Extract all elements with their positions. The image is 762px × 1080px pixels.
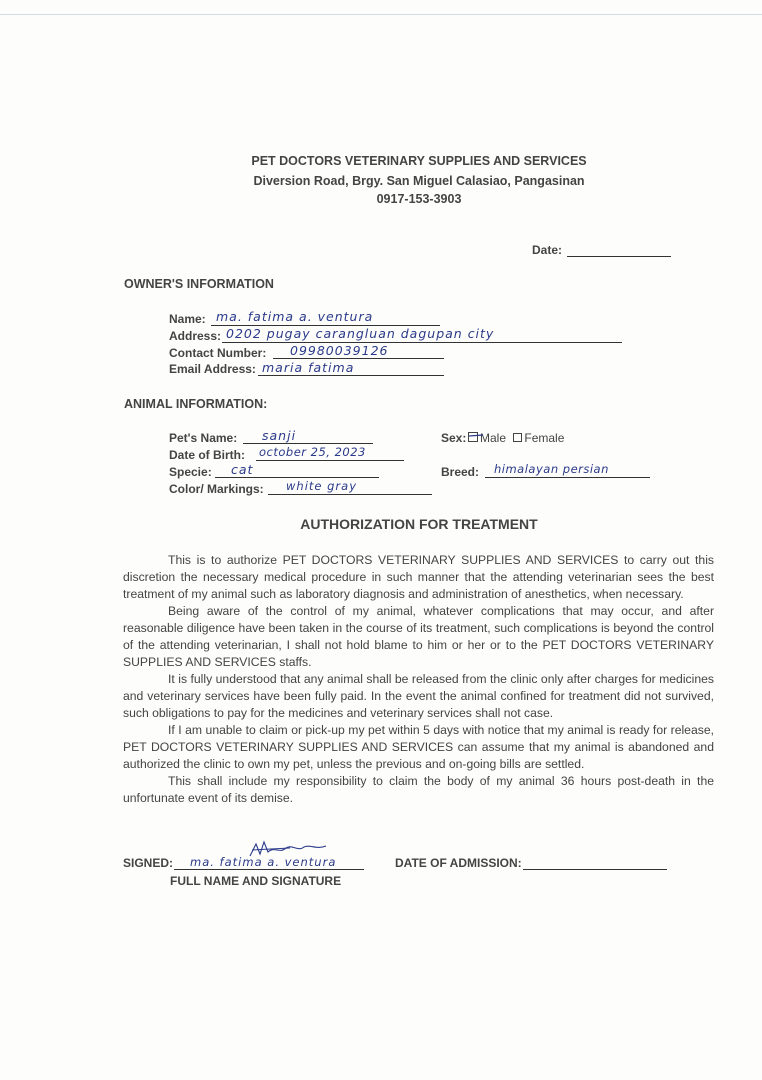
check-mark-icon	[468, 431, 484, 441]
color-field[interactable]: white gray	[286, 479, 358, 493]
contact-number-line	[273, 358, 444, 359]
specie-line	[215, 477, 379, 478]
owner-section-title: OWNER'S INFORMATION	[124, 277, 274, 291]
owner-address-line	[222, 342, 622, 343]
sex-options	[468, 431, 564, 445]
admission-date-label: DATE OF ADMISSION:	[395, 856, 522, 870]
pet-name-line	[243, 443, 373, 444]
signature-caption: FULL NAME AND SIGNATURE	[170, 874, 342, 888]
signed-field[interactable]: ma. fatima a. ventura	[190, 855, 337, 869]
owner-name-field[interactable]: ma. fatima a. ventura	[216, 309, 374, 324]
contact-number-label: Contact Number:	[169, 346, 267, 360]
breed-label: Breed:	[441, 465, 480, 479]
owner-address-label: Address:	[169, 329, 222, 343]
specie-field[interactable]: cat	[231, 462, 254, 477]
breed-field[interactable]: himalayan persian	[494, 462, 609, 476]
dob-field[interactable]: october 25, 2023	[259, 445, 366, 459]
dob-label: Date of Birth:	[169, 448, 245, 462]
company-name: PET DOCTORS VETERINARY SUPPLIES AND SERVICES	[251, 154, 587, 168]
owner-name-label: Name:	[169, 312, 206, 326]
pet-name-field[interactable]: sanji	[262, 428, 297, 443]
email-line	[258, 375, 444, 376]
date-field[interactable]	[567, 256, 671, 257]
sex-label: Sex:	[441, 431, 467, 445]
signature-line	[174, 869, 364, 870]
paragraph-2: Being aware of the control of my animal, whatever complications that may occur, and after reasonable diligence have been taken in the course of its treatment, such complications is beyond the control of the attending veterinarian, I shall not hold blame to him or her or to the PET DOCTORS VETERINARY SUPPLIES AND SERVICES staffs.	[123, 604, 714, 669]
color-line	[268, 494, 432, 495]
authorization-title: AUTHORIZATION FOR TREATMENT	[300, 516, 538, 532]
specie-label: Specie:	[169, 465, 212, 479]
paragraph-4: If I am unable to claim or pick-up my pet within 5 days with notice that my animal is ready for release, PET DOCTORS VETERINARY SUPPLIES AND SERVICES can assume that my animal is abandoned and authorized the clinic to own my pet, unless the previous and on-going bills are settled.	[123, 723, 714, 771]
email-label: Email Address:	[169, 362, 256, 376]
email-field[interactable]: maria fatima	[262, 360, 355, 375]
admission-date-field[interactable]	[523, 869, 667, 870]
male-checkbox[interactable]	[468, 432, 478, 442]
female-label: Female	[524, 431, 565, 445]
paragraph-1: This is to authorize PET DOCTORS VETERINARY SUPPLIES AND SERVICES to carry out this discretion the necessary medical procedure in such manner that the attending veterinarian sees the best treatment of my animal such as laboratory diagnosis and administration of anesthetics, when necessary.	[123, 553, 714, 601]
pet-name-label: Pet's Name:	[169, 431, 238, 445]
date-label: Date:	[532, 243, 563, 257]
paragraph-5: This shall include my responsibility to claim the body of my animal 36 hours post-death in the unfortunate event of its demise.	[123, 774, 714, 805]
scan-edge-line	[0, 14, 762, 15]
male-label: Male	[480, 431, 507, 445]
breed-line	[485, 477, 650, 478]
female-checkbox[interactable]	[513, 433, 522, 442]
company-phone: 0917-153-3903	[376, 192, 462, 206]
signed-label: SIGNED:	[123, 856, 174, 870]
authorization-body	[123, 552, 714, 807]
dob-line	[256, 460, 404, 461]
color-label: Color/ Markings:	[169, 482, 264, 496]
animal-section-title: ANIMAL INFORMATION:	[124, 397, 268, 411]
contact-number-field[interactable]: 09980039126	[290, 343, 389, 358]
owner-address-field[interactable]: 0202 pugay carangluan dagupan city	[226, 326, 495, 341]
paragraph-3: It is fully understood that any animal shall be released from the clinic only after charges for medicines and veterinary services have been fully paid. In the event the animal confined for treatment did not survived, such obligations to pay for the medicines and veterinary services shall not case.	[123, 672, 714, 720]
company-address: Diversion Road, Brgy. San Miguel Calasiao, Pangasinan	[253, 174, 585, 188]
